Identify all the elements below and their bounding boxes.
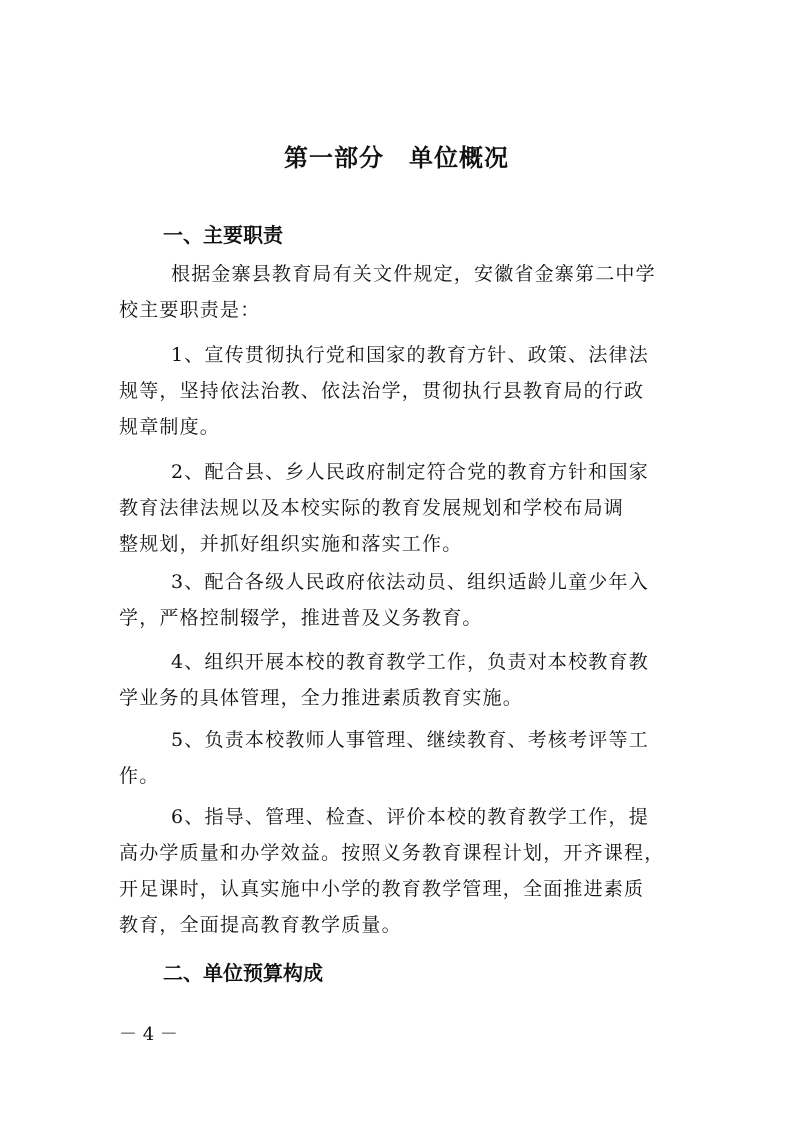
duty-item-4	[119, 644, 675, 716]
paragraph-line: 开足课时，认真实施中小学的教育教学管理，全面推进素质	[119, 878, 645, 900]
paragraph-line: 根据金寨县教育局有关文件规定，安徽省金寨第二中学	[171, 263, 656, 285]
paragraph-line: 规章制度。	[119, 416, 221, 438]
paragraph-line: 校主要职责是：	[119, 299, 261, 321]
paragraph-line: 整规划，并抓好组织实施和落实工作。	[119, 533, 463, 555]
page-number: － 4 －	[119, 1024, 178, 1045]
section-heading-budget: 二、单位预算构成	[163, 961, 323, 985]
section-heading-duties: 一、主要职责	[163, 223, 283, 247]
duty-item-2	[119, 454, 675, 562]
duty-item-1	[119, 337, 675, 445]
paragraph-line: 5、负责本校教师人事管理、继续教育、考核考评等工	[171, 729, 649, 751]
paragraph-line: 学业务的具体管理，全力推进素质教育实施。	[119, 687, 524, 709]
paragraph-line: 3、配合各级人民政府依法动员、组织适龄儿童少年入	[171, 571, 649, 593]
paragraph-line: 作。	[119, 765, 160, 787]
paragraph-line: 学，严格控制辍学，推进普及义务教育。	[119, 607, 483, 629]
paragraph-line: 教育，全面提高教育教学质量。	[119, 914, 402, 936]
duty-item-5	[119, 722, 675, 794]
paragraph-line: 教育法律法规以及本校实际的教育发展规划和学校布局调	[119, 497, 625, 519]
paragraph-line: 4、组织开展本校的教育教学工作，负责对本校教育教	[171, 651, 649, 673]
duty-item-6	[119, 799, 675, 943]
duty-item-3	[119, 564, 675, 636]
paragraph-intro	[119, 256, 675, 328]
paragraph-line: 高办学质量和办学效益。按照义务教育课程计划，开齐课程，	[119, 842, 665, 864]
paragraph-line: 规等，坚持依法治教、依法治学，贯彻执行县教育局的行政	[119, 380, 645, 402]
paragraph-line: 6、指导、管理、检查、评价本校的教育教学工作，提	[171, 806, 649, 828]
paragraph-line: 2、配合县、乡人民政府制定符合党的教育方针和国家	[171, 461, 649, 483]
paragraph-line: 1、宣传贯彻执行党和国家的教育方针、政策、法律法	[171, 344, 649, 366]
page-title: 第一部分 单位概况	[284, 144, 509, 172]
